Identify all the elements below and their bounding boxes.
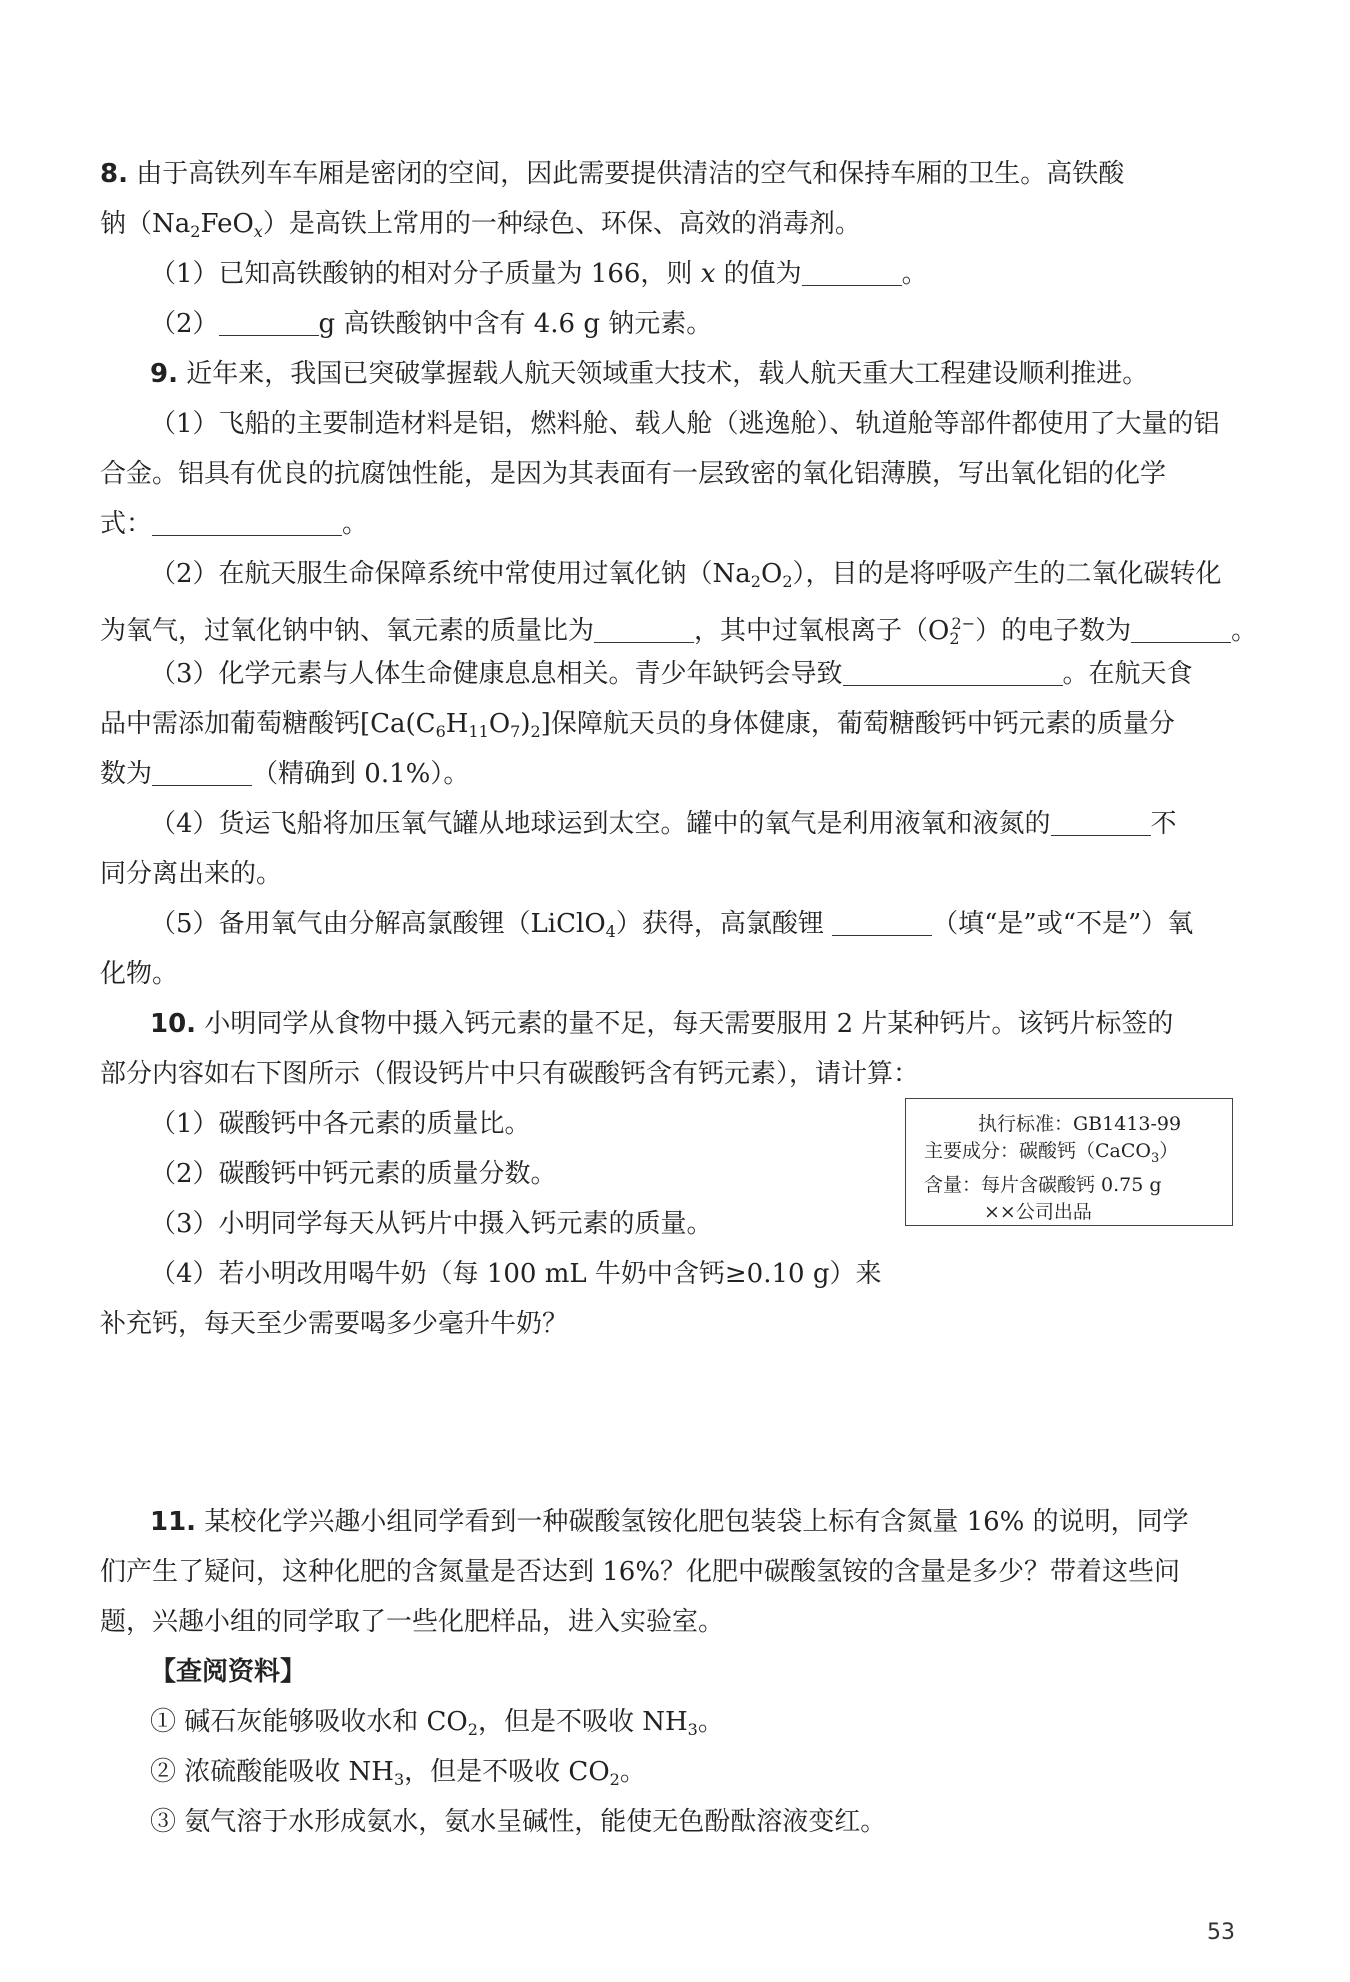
answer-blank[interactable] — [152, 759, 252, 786]
q11-line-2: 们产生了疑问，这种化肥的含氮量是否达到 16%？化肥中碳酸氢铵的含量是多少？带着这些问 — [100, 1557, 1181, 1587]
q8-part-2: （2） g 高铁酸钠中含有 4.6 g 钠元素。 — [150, 309, 713, 339]
q9-part-1: （1）飞船的主要制造材料是铝，燃料舱、载人舱（逃逸舱）、轨道舱等部件都使用了大量的铝 — [150, 409, 1220, 439]
q8-line-2: 钠$(Na_2FeO_x)$是高铁上常用的一种绿色、环保、高效的消毒剂。 — [100, 209, 861, 241]
q10-number: 10. — [150, 1009, 197, 1039]
q9-part-1-line-3: 式： 。 — [100, 509, 369, 539]
q9-part-5-line-2: 化物。 — [100, 959, 179, 989]
label-manufacturer: ××公司出品 — [984, 1201, 1092, 1223]
q8-number: 8. — [100, 159, 128, 189]
q11-section-title: 【查阅资料】 — [150, 1657, 307, 1687]
q10-part-3: （3）小明同学每天从钙片中摄入钙元素的质量。 — [150, 1209, 713, 1239]
q10-line-2: 部分内容如右下图所示（假设钙片中只有碳酸钙含有钙元素），请计算： — [100, 1059, 920, 1089]
q11-line-1: 11. 某校化学兴趣小组同学看到一种碳酸氢铵化肥包装袋上标有含氮量 16% 的说明，同学 — [150, 1507, 1189, 1537]
q11-reference-2: ② 浓硫酸能吸收 $NH_3$，但是不吸收 $CO_2$。 — [150, 1757, 646, 1789]
page-number: 53 — [1207, 1920, 1235, 1945]
answer-blank[interactable] — [832, 909, 932, 936]
q9-line-1: 9. 近年来，我国已突破掌握载人航天领域重大技术，载人航天重大工程建设顺利推进。 — [150, 359, 1149, 389]
label-content: 含量：每片含碳酸钙 0.75 g — [924, 1174, 1162, 1196]
q9-part-5: （5）备用氧气由分解高氯酸锂（LiClO$_4$）获得，高氯酸锂 （填“是”或“不是”）氧 — [150, 909, 1194, 941]
q10-part-1: （1）碳酸钙中各元素的质量比。 — [150, 1109, 531, 1139]
q9-part-3: （3）化学元素与人体生命健康息息相关。青少年缺钙会导致 。在航天食 — [150, 659, 1193, 689]
label-standard: 执行标准：GB1413-99 — [978, 1113, 1182, 1135]
q11-number: 11. — [150, 1507, 197, 1537]
answer-blank[interactable] — [843, 659, 1063, 686]
answer-blank[interactable] — [152, 509, 342, 536]
q11-reference-3: ③ 氨气溶于水形成氨水，氨水呈碱性，能使无色酚酞溶液变红。 — [150, 1807, 887, 1837]
q9-part-4-line-2: 同分离出来的。 — [100, 859, 283, 889]
q8-line-1: 8. 由于高铁列车车厢是密闭的空间，因此需要提供清洁的空气和保持车厢的卫生。高铁酸 — [100, 159, 1125, 189]
q8-part-1: （1）已知高铁酸钠的相对分子质量为 166，则 x 的值为 。 — [150, 259, 928, 289]
q11-line-3: 题，兴趣小组的同学取了一些化肥样品，进入实验室。 — [100, 1607, 725, 1637]
q9-part-2: （2）在航天服生命保障系统中常使用过氧化钠$(Na_2O_2)$，目的是将呼吸产生的二氧化碳转化 — [150, 559, 1222, 591]
q9-part-1-line-2: 合金。铝具有优良的抗腐蚀性能，是因为其表面有一层致密的氧化铝薄膜，写出氧化铝的化学 — [100, 459, 1167, 489]
q9-part-4: （4）货运飞船将加压氧气罐从地球运到太空。罐中的氧气是利用液氧和液氮的 不 — [150, 809, 1177, 839]
answer-blank[interactable] — [1131, 616, 1231, 643]
answer-blank[interactable] — [594, 616, 694, 643]
q10-part-4-line-2: 补充钙，每天至少需要喝多少毫升牛奶？ — [100, 1309, 569, 1339]
q11-reference-1: ① 碱石灰能够吸收水和 $CO_2$，但是不吸收 $NH_3$。 — [150, 1707, 724, 1739]
label-ingredient: 主要成分：碳酸钙（CaCO$_3$） — [924, 1140, 1179, 1166]
q10-part-2: （2）碳酸钙中钙元素的质量分数。 — [150, 1159, 557, 1189]
q9-part-3-line-2: 品中需添加葡萄糖酸钙$[Ca(C_6H_{11}O_7)_2]$保障航天员的身体健康，葡萄糖酸钙中钙元素的质量分 — [100, 709, 1175, 741]
answer-blank[interactable] — [802, 259, 902, 286]
q9-part-3-line-3: 数为 （精确到 0.1%）。 — [100, 759, 470, 789]
answer-blank[interactable] — [1051, 809, 1151, 836]
answer-blank[interactable] — [219, 309, 319, 336]
q9-number: 9. — [150, 359, 178, 389]
calcium-tablet-label — [905, 1098, 1233, 1226]
q10-part-4: （4）若小明改用喝牛奶（每 100 mL 牛奶中含钙≥0.10 g）来 — [150, 1259, 882, 1289]
q9-part-2-line-2: 为氧气，过氧化钠中钠、氧元素的质量比为 ，其中过氧根离子$(O_2^{2-})$的电子数为 。 — [100, 614, 1258, 648]
q10-line-1: 10. 小明同学从食物中摄入钙元素的量不足，每天需要服用 2 片某种钙片。该钙片标签的 — [150, 1009, 1174, 1039]
